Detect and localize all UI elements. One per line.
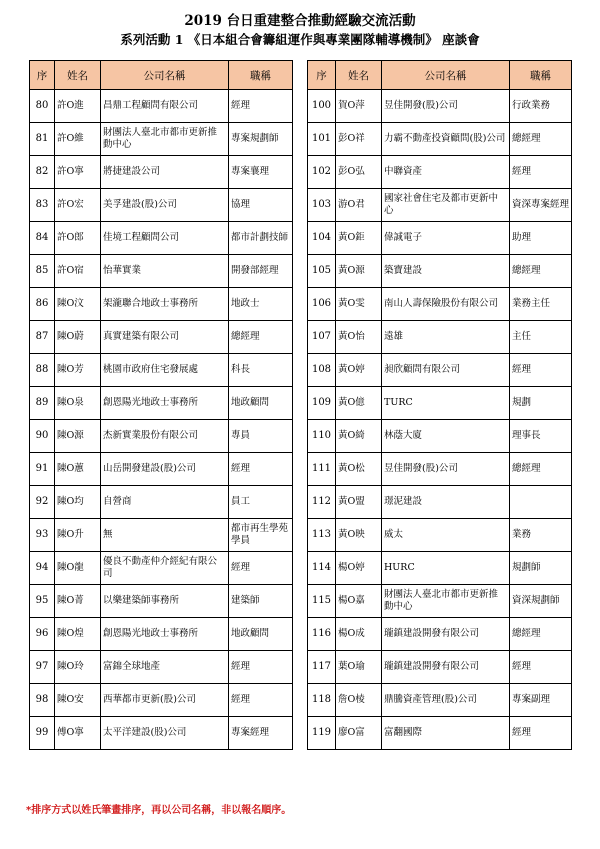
attendee-name: 陳O蕙 xyxy=(55,453,101,486)
roster-table-right xyxy=(307,60,572,750)
company-name: 威太 xyxy=(382,519,510,552)
attendee-name: 許O宏 xyxy=(55,189,101,222)
company-name: HURC xyxy=(382,552,510,585)
table-row xyxy=(30,123,293,156)
attendee-name: 許O進 xyxy=(55,90,101,123)
row-number: 98 xyxy=(30,684,55,717)
attendee-name: 黃O怡 xyxy=(336,321,382,354)
company-name: 偉誠電子 xyxy=(382,222,510,255)
job-title: 規劃 xyxy=(510,387,572,420)
table-row xyxy=(308,420,572,453)
row-number: 82 xyxy=(30,156,55,189)
company-name: 財團法人臺北市都市更新推動中心 xyxy=(101,123,229,156)
row-number: 100 xyxy=(308,90,336,123)
row-number: 95 xyxy=(30,585,55,618)
row-number: 81 xyxy=(30,123,55,156)
job-title: 助理 xyxy=(510,222,572,255)
company-name: 昶欣顧問有限公司 xyxy=(382,354,510,387)
row-number: 97 xyxy=(30,651,55,684)
table-row xyxy=(308,123,572,156)
attendee-name: 陳O均 xyxy=(55,486,101,519)
company-name: TURC xyxy=(382,387,510,420)
job-title: 專員 xyxy=(229,420,293,453)
row-number: 108 xyxy=(308,354,336,387)
row-number: 84 xyxy=(30,222,55,255)
table-row xyxy=(30,552,293,585)
attendee-name: 陳O菁 xyxy=(55,585,101,618)
attendee-name: 陳O泉 xyxy=(55,387,101,420)
table-row xyxy=(308,552,572,585)
company-name: 創恩陽光地政士事務所 xyxy=(101,387,229,420)
company-name: 無 xyxy=(101,519,229,552)
job-title: 規劃師 xyxy=(510,552,572,585)
company-name: 富翻國際 xyxy=(382,717,510,750)
job-title: 開發部經理 xyxy=(229,255,293,288)
attendee-name: 黃O源 xyxy=(336,255,382,288)
attendee-name: 陳O芳 xyxy=(55,354,101,387)
job-title: 經理 xyxy=(510,354,572,387)
job-title: 都市計劃技師 xyxy=(229,222,293,255)
company-name: 林蔭大廈 xyxy=(382,420,510,453)
job-title: 總經理 xyxy=(510,618,572,651)
job-title: 總經理 xyxy=(229,321,293,354)
company-name: 遠雄 xyxy=(382,321,510,354)
company-name: 力霸不動產投資顧問(股)公司 xyxy=(382,123,510,156)
col-header-company: 公司名稱 xyxy=(382,61,510,90)
roster-body-right xyxy=(308,90,572,750)
company-name: 國家社會住宅及都市更新中心 xyxy=(382,189,510,222)
row-number: 112 xyxy=(308,486,336,519)
company-name: 築寶建設 xyxy=(382,255,510,288)
job-title: 經理 xyxy=(229,90,293,123)
table-row xyxy=(30,486,293,519)
row-number: 91 xyxy=(30,453,55,486)
company-name: 架瀧聯合地政士事務所 xyxy=(101,288,229,321)
row-number: 94 xyxy=(30,552,55,585)
row-number: 105 xyxy=(308,255,336,288)
attendee-name: 許O寧 xyxy=(55,156,101,189)
table-row xyxy=(308,651,572,684)
attendee-name: 陳O蔚 xyxy=(55,321,101,354)
row-number: 99 xyxy=(30,717,55,750)
company-name: 創恩陽光地政士事務所 xyxy=(101,618,229,651)
job-title: 員工 xyxy=(229,486,293,519)
company-name: 山岳開發建設(股)公司 xyxy=(101,453,229,486)
table-row xyxy=(30,651,293,684)
attendee-name: 賀O萍 xyxy=(336,90,382,123)
job-title: 經理 xyxy=(229,552,293,585)
attendee-name: 黃O雯 xyxy=(336,288,382,321)
job-title: 專案經理 xyxy=(229,717,293,750)
company-name: 怡華實業 xyxy=(101,255,229,288)
table-row xyxy=(308,717,572,750)
job-title: 經理 xyxy=(510,717,572,750)
table-row xyxy=(308,189,572,222)
attendee-name: 楊O婷 xyxy=(336,552,382,585)
row-number: 104 xyxy=(308,222,336,255)
table-row xyxy=(30,222,293,255)
job-title: 業務主任 xyxy=(510,288,572,321)
row-number: 115 xyxy=(308,585,336,618)
table-row xyxy=(308,90,572,123)
company-name: 將捷建設公司 xyxy=(101,156,229,189)
table-row xyxy=(308,288,572,321)
job-title xyxy=(510,486,572,519)
job-title: 總經理 xyxy=(510,453,572,486)
row-number: 85 xyxy=(30,255,55,288)
company-name: 佳境工程顧問公司 xyxy=(101,222,229,255)
job-title: 專案襄理 xyxy=(229,156,293,189)
table-row xyxy=(308,453,572,486)
row-number: 113 xyxy=(308,519,336,552)
table-row xyxy=(30,618,293,651)
company-name: 瓏鎮建設開發有限公司 xyxy=(382,651,510,684)
job-title: 地政士 xyxy=(229,288,293,321)
table-row xyxy=(308,354,572,387)
col-header-company: 公司名稱 xyxy=(101,61,229,90)
company-name: 昱佳開發(股)公司 xyxy=(382,90,510,123)
row-number: 90 xyxy=(30,420,55,453)
table-header-row xyxy=(308,61,572,90)
job-title: 業務 xyxy=(510,519,572,552)
table-row xyxy=(30,255,293,288)
table-row xyxy=(308,618,572,651)
attendee-name: 許O維 xyxy=(55,123,101,156)
table-row xyxy=(308,486,572,519)
footnote: *排序方式以姓氏筆畫排序，再以公司名稱，非以報名順序。 xyxy=(26,805,292,816)
job-title: 都市再生學苑學員 xyxy=(229,519,293,552)
col-header-name: 姓名 xyxy=(55,61,101,90)
job-title: 總經理 xyxy=(510,255,572,288)
row-number: 110 xyxy=(308,420,336,453)
company-name: 璟泥建設 xyxy=(382,486,510,519)
table-row xyxy=(30,354,293,387)
attendee-name: 黃O盟 xyxy=(336,486,382,519)
job-title: 經理 xyxy=(510,651,572,684)
table-row xyxy=(308,156,572,189)
table-row xyxy=(30,387,293,420)
row-number: 83 xyxy=(30,189,55,222)
job-title: 經理 xyxy=(229,651,293,684)
attendee-name: 黃O億 xyxy=(336,387,382,420)
page-subtitle: 系列活動 1 《日本組合會籌組運作與專業團隊輔導機制》 座談會 xyxy=(120,32,480,47)
attendee-name: 葉O瑜 xyxy=(336,651,382,684)
table-row xyxy=(308,222,572,255)
row-number: 96 xyxy=(30,618,55,651)
table-row xyxy=(30,90,293,123)
job-title: 理事長 xyxy=(510,420,572,453)
page-title: 2019 台日重建整合推動經驗交流活動 xyxy=(184,13,416,29)
job-title: 行政業務 xyxy=(510,90,572,123)
table-row xyxy=(30,519,293,552)
table-row xyxy=(30,321,293,354)
col-header-title: 職稱 xyxy=(510,61,572,90)
attendee-name: 陳O汶 xyxy=(55,288,101,321)
attendee-name: 陳O升 xyxy=(55,519,101,552)
row-number: 88 xyxy=(30,354,55,387)
row-number: 87 xyxy=(30,321,55,354)
table-row xyxy=(30,288,293,321)
company-name: 自營商 xyxy=(101,486,229,519)
attendee-name: 黃O婷 xyxy=(336,354,382,387)
row-number: 103 xyxy=(308,189,336,222)
attendee-name: 詹O棱 xyxy=(336,684,382,717)
table-row xyxy=(30,585,293,618)
attendee-name: 廖O富 xyxy=(336,717,382,750)
row-number: 119 xyxy=(308,717,336,750)
job-title: 資深專案經理 xyxy=(510,189,572,222)
table-row xyxy=(30,189,293,222)
attendee-name: 黃O松 xyxy=(336,453,382,486)
job-title: 經理 xyxy=(229,684,293,717)
row-number: 89 xyxy=(30,387,55,420)
row-number: 114 xyxy=(308,552,336,585)
attendee-name: 許O宿 xyxy=(55,255,101,288)
company-name: 優良不動產仲介經紀有限公司 xyxy=(101,552,229,585)
attendee-name: 陳O龍 xyxy=(55,552,101,585)
attendee-name: 許O郎 xyxy=(55,222,101,255)
row-number: 101 xyxy=(308,123,336,156)
row-number: 92 xyxy=(30,486,55,519)
row-number: 118 xyxy=(308,684,336,717)
table-row xyxy=(308,684,572,717)
job-title: 協理 xyxy=(229,189,293,222)
table-row xyxy=(308,519,572,552)
table-header-row xyxy=(30,61,293,90)
row-number: 93 xyxy=(30,519,55,552)
roster-table-left xyxy=(29,60,293,750)
company-name: 瓏鎮建設開發有限公司 xyxy=(382,618,510,651)
col-header-seq: 序 xyxy=(308,61,336,90)
attendee-name: 傅O寧 xyxy=(55,717,101,750)
company-name: 太平洋建設(股)公司 xyxy=(101,717,229,750)
row-number: 107 xyxy=(308,321,336,354)
attendee-name: 楊O嘉 xyxy=(336,585,382,618)
job-title: 總經理 xyxy=(510,123,572,156)
job-title: 經理 xyxy=(510,156,572,189)
row-number: 117 xyxy=(308,651,336,684)
company-name: 西華都市更新(股)公司 xyxy=(101,684,229,717)
company-name: 真實建築有限公司 xyxy=(101,321,229,354)
table-row xyxy=(308,387,572,420)
attendee-name: 楊O成 xyxy=(336,618,382,651)
job-title: 科長 xyxy=(229,354,293,387)
row-number: 106 xyxy=(308,288,336,321)
table-row xyxy=(308,321,572,354)
attendee-name: 黃O映 xyxy=(336,519,382,552)
job-title: 主任 xyxy=(510,321,572,354)
attendee-name: 彭O祥 xyxy=(336,123,382,156)
company-name: 鼎騰資產管理(股)公司 xyxy=(382,684,510,717)
company-name: 財團法人臺北市都市更新推動中心 xyxy=(382,585,510,618)
table-row xyxy=(30,684,293,717)
row-number: 86 xyxy=(30,288,55,321)
company-name: 美孚建設(股)公司 xyxy=(101,189,229,222)
attendee-name: 彭O弘 xyxy=(336,156,382,189)
row-number: 116 xyxy=(308,618,336,651)
attendee-name: 游O君 xyxy=(336,189,382,222)
company-name: 杰新實業股份有限公司 xyxy=(101,420,229,453)
company-name: 南山人壽保險股份有限公司 xyxy=(382,288,510,321)
attendee-name: 黃O鉅 xyxy=(336,222,382,255)
job-title: 資深規劃師 xyxy=(510,585,572,618)
job-title: 專案副理 xyxy=(510,684,572,717)
company-name: 富錦全球地產 xyxy=(101,651,229,684)
company-name: 昌鼎工程顧問有限公司 xyxy=(101,90,229,123)
company-name: 昱佳開發(股)公司 xyxy=(382,453,510,486)
job-title: 地政顧問 xyxy=(229,387,293,420)
attendee-name: 黃O綺 xyxy=(336,420,382,453)
table-row xyxy=(30,453,293,486)
table-row xyxy=(30,717,293,750)
row-number: 80 xyxy=(30,90,55,123)
attendee-name: 陳O煌 xyxy=(55,618,101,651)
row-number: 102 xyxy=(308,156,336,189)
col-header-name: 姓名 xyxy=(336,61,382,90)
table-row xyxy=(308,585,572,618)
table-row xyxy=(308,255,572,288)
job-title: 地政顧問 xyxy=(229,618,293,651)
attendee-name: 陳O玲 xyxy=(55,651,101,684)
job-title: 專案規劃師 xyxy=(229,123,293,156)
table-row xyxy=(30,156,293,189)
roster-body-left xyxy=(30,90,293,750)
attendee-name: 陳O安 xyxy=(55,684,101,717)
company-name: 桃園市政府住宅發展處 xyxy=(101,354,229,387)
col-header-seq: 序 xyxy=(30,61,55,90)
row-number: 111 xyxy=(308,453,336,486)
row-number: 109 xyxy=(308,387,336,420)
company-name: 中聯資產 xyxy=(382,156,510,189)
company-name: 以樂建築師事務所 xyxy=(101,585,229,618)
attendee-name: 陳O源 xyxy=(55,420,101,453)
col-header-title: 職稱 xyxy=(229,61,293,90)
job-title: 建築師 xyxy=(229,585,293,618)
table-row xyxy=(30,420,293,453)
job-title: 經理 xyxy=(229,453,293,486)
